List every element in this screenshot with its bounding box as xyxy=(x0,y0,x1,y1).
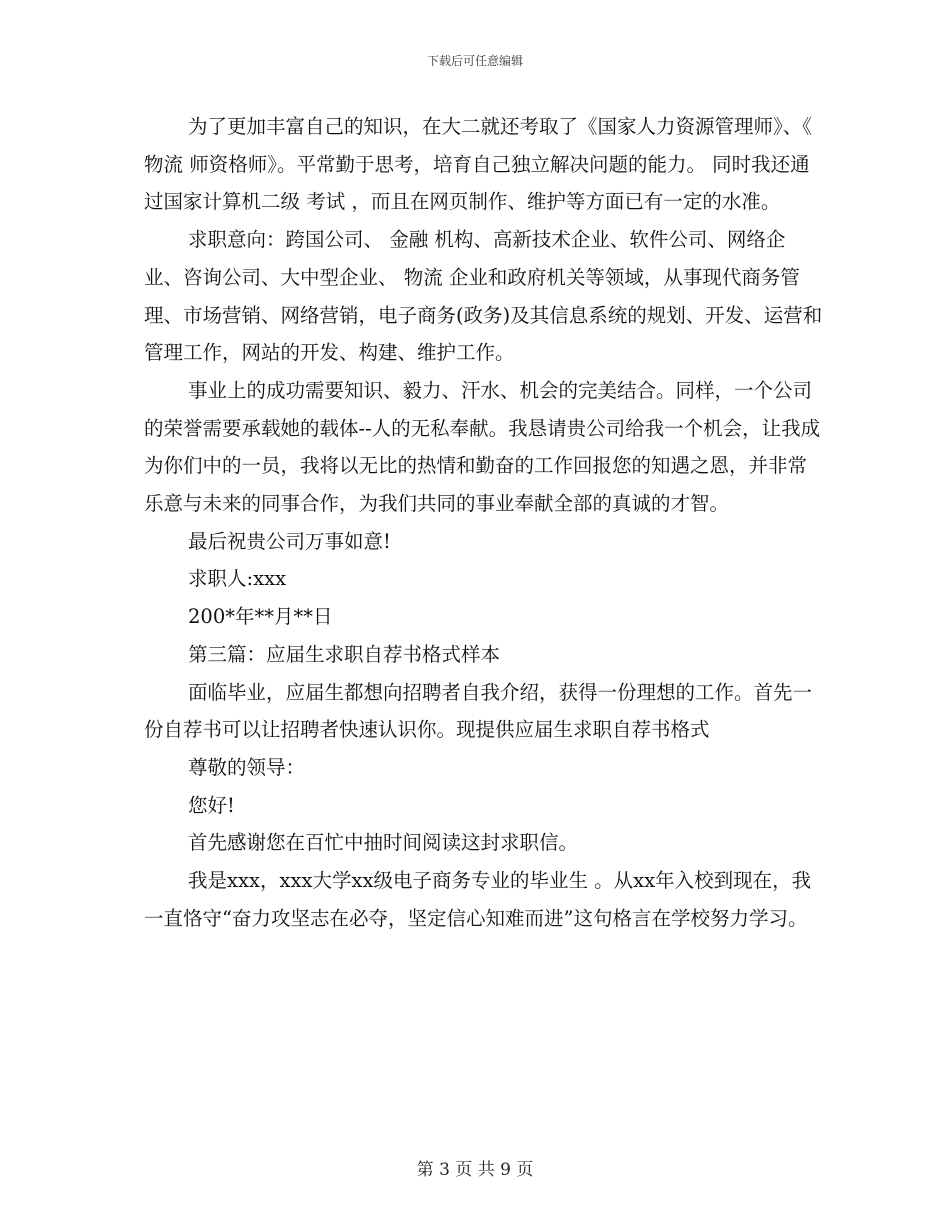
paragraph-career-success: 事业上的成功需要知识、毅力、汗水、机会的完美结合。同样，一个公司的荣誉需要承载她的载体--人的无私奉献。我恳请贵公司给我一个机会，让我成为你们中的一员，我将以无比的热情和勤奋的工作回报您的知遇之恩，并非常乐意与未来的同事合作，为我们共同的事业奉献全部的真诚的才智。 xyxy=(144,378,821,516)
paragraph-closing-wish: 最后祝贵公司万事如意! xyxy=(188,529,391,553)
section-title: 第三篇：应届生求职自荐书格式样本 xyxy=(188,642,501,666)
paragraph-job-intention: 求职意向：跨国公司、 金融 机构、高新技术企业、软件公司、网络企业、咨询公司、大中型企业、 物流 企业和政府机关等领域，从事现代商务管理、市场营销、网络营销，电子商务(政务)及其信息系统的规划、开发、运营和管理工作，网站的开发、构建、维护工作。 xyxy=(144,228,823,365)
greeting: 您好! xyxy=(188,793,235,817)
letter-date: 200*年**月**日 xyxy=(188,605,333,629)
page-header: 下载后可任意编辑 xyxy=(426,54,523,68)
applicant-signature: 求职人:xxx xyxy=(188,567,287,591)
page-footer: 第 3 页 共 9 页 xyxy=(416,1160,534,1180)
paragraph-self-intro: 我是xxx，xxx大学xx级电子商务专业的毕业生 。从xx年入校到现在，我一直恪守“奋力攻坚志在必夺，坚定信心知难而进”这句格言在学校努力学习。 xyxy=(144,869,812,930)
paragraph-qualifications: 为了更加丰富自己的知识，在大二就还考取了《国家人力资源管理师》、《 物流 师资格师》。平常勤于思考，培育自己独立解决问题的能力。 同时我还通过国家计算机二级 考试 ，而且在网页制作、维护等方面已有一定的水准。 xyxy=(144,115,813,214)
document-body xyxy=(144,108,824,937)
paragraph-intro: 面临毕业，应届生都想向招聘者自我介绍，获得一份理想的工作。首先一份自荐书可以让招聘者快速认识你。现提供应届生求职自荐书格式 xyxy=(144,680,813,742)
paragraph-thanks: 首先感谢您在百忙中抽时间阅读这封求职信。 xyxy=(188,831,579,855)
salutation: 尊敬的领导： xyxy=(188,755,306,779)
